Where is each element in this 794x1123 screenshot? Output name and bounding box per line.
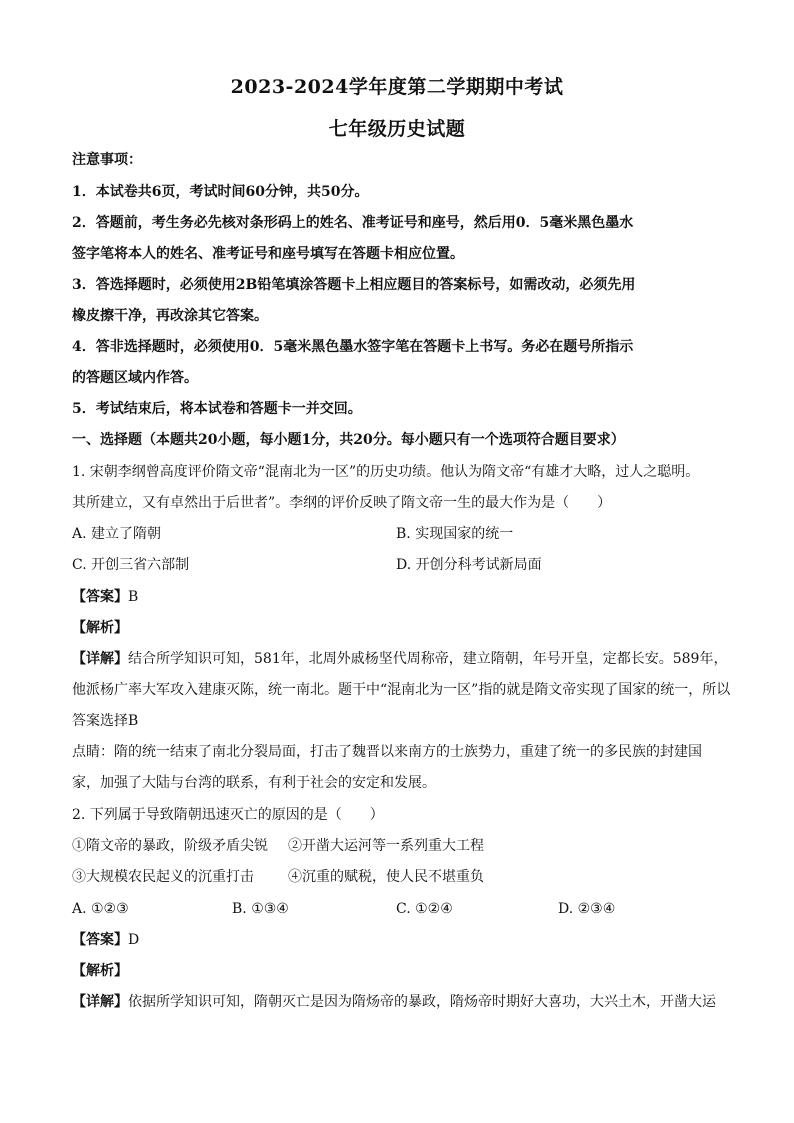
q2-option-b: B. ①③④ [232, 901, 289, 917]
q1-option-b: B. 实现国家的统一 [396, 526, 514, 542]
notice-item-4: 4．答非选择题时，必须使用0．5毫米黑色墨水签字笔在答题卡上书写。务必在题号所指示 [72, 339, 634, 355]
q2-option-a: A. ①②③ [72, 901, 129, 917]
q2-analysis-tag: 【解析】 [72, 963, 128, 979]
q1-stem-line2: 其所建立，又有卓然出于后世者”。李纲的评价反映了隋文帝一生的最大作为是（ ） [72, 495, 612, 511]
q2-option-c: C. ①②④ [396, 901, 453, 917]
q1-answer-value: B [128, 589, 139, 605]
q2-item-3: ③大规模农民起义的沉重打击 [72, 869, 254, 885]
q1-option-c: C. 开创三省六部制 [72, 557, 190, 573]
q2-detail-line1 [72, 992, 722, 1012]
q1-detail-tag: 【详解】 [72, 651, 128, 667]
q1-detail-line1 [72, 649, 728, 669]
q1-analysis-tag: 【解析】 [72, 620, 128, 636]
q2-detail-text1: 依据所学知识可知，隋朝灭亡是因为隋炀帝的暴政，隋炀帝时期好大喜功，大兴土木，开凿大运 [128, 994, 716, 1010]
q2-answer-value: D [128, 932, 140, 948]
notice-item-2-cont: 签字笔将本人的姓名、准考证号和座号填写在答题卡相应位置。 [72, 246, 464, 262]
q1-detail-text1: 结合所学知识可知，581年，北周外戚杨坚代周称帝，建立隋朝，年号开皇，定都长安。589年， [128, 651, 728, 667]
exam-subtitle: 七年级历史试题 [328, 118, 466, 140]
notice-item-1: 1．本试卷共6页，考试时间60分钟，共50分。 [72, 184, 369, 200]
q2-option-d: D. ②③④ [558, 901, 616, 917]
notice-item-4-cont: 的答题区域内作答。 [72, 370, 198, 386]
q1-option-d: D. 开创分科考试新局面 [396, 557, 542, 573]
q1-detail-line2: 他派杨广率大军攻入建康灭陈，统一南北。题干中“混南北为一区”指的就是隋文帝实现了国家的统一，所以 [72, 682, 731, 698]
q1-answer-tag: 【答案】 [72, 589, 128, 605]
q2-stem: 2. 下列属于导致隋朝迅速灭亡的原因的是（ ） [72, 807, 384, 823]
section-heading: 一、选择题（本题共20小题，每小题1分，共20分。每小题只有一个选项符合题目要求） [72, 432, 625, 448]
q2-item-1: ①隋文帝的暴政，阶级矛盾尖锐 [72, 838, 268, 854]
notice-item-2: 2．答题前，考生务必先核对条形码上的姓名、准考证号和座号，然后用0．5毫米黑色墨水 [72, 215, 634, 231]
q2-item-4: ④沉重的赋税，使人民不堪重负 [288, 869, 484, 885]
exam-title: 2023-2024学年度第二学期期中考试 [230, 76, 564, 98]
q1-stem-line1: 1. 宋朝李纲曾高度评价隋文帝“混南北为一区”的历史功绩。他认为隋文帝“有雄才大略，过人之聪明。 [72, 464, 700, 480]
notice-item-3: 3．答选择题时，必须使用2B铅笔填涂答题卡上相应题目的答案标号，如需改动，必须先用 [72, 277, 636, 293]
q1-option-a: A. 建立了隋朝 [72, 526, 162, 542]
notice-item-3-cont: 橡皮擦干净，再改涂其它答案。 [72, 308, 268, 324]
q2-item-2: ②开凿大运河等一系列重大工程 [288, 838, 484, 854]
q2-answer-tag: 【答案】 [72, 932, 128, 948]
q1-note-line2: 家，加强了大陆与台湾的联系，有利于社会的安定和发展。 [72, 775, 436, 791]
notice-heading: 注意事项： [72, 152, 142, 168]
q1-detail-line3: 答案选择B [72, 713, 139, 729]
q2-answer [72, 930, 722, 950]
q2-detail-tag: 【详解】 [72, 994, 128, 1010]
q1-note-line1: 点睛：隋的统一结束了南北分裂局面，打击了魏晋以来南方的士族势力，重建了统一的多民族的封建国 [72, 744, 702, 760]
q1-answer [72, 587, 722, 607]
notice-item-5: 5．考试结束后，将本试卷和答题卡一并交回。 [72, 401, 362, 417]
